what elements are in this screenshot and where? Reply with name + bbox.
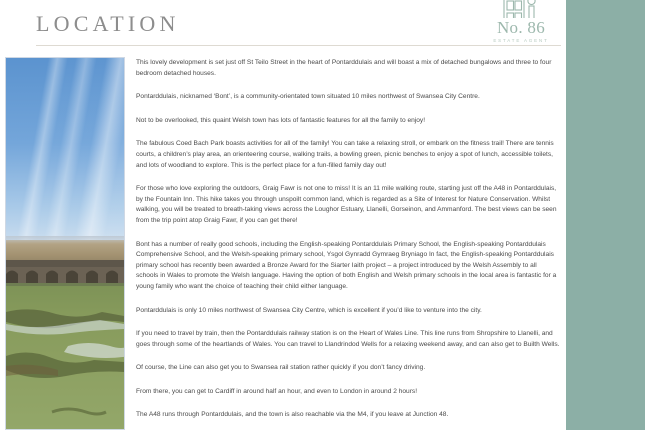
photo-grass-detail — [6, 286, 124, 429]
paragraph: Pontarddulais, nicknamed ‘Bont’, is a community-orientated town situated 10 miles northwest of Swansea City Centre. — [136, 93, 480, 101]
logo-name: No. 86 — [496, 18, 546, 37]
brand-logo — [481, 0, 561, 43]
logo-subtitle: ESTATE AGENT — [493, 38, 549, 43]
paragraph: Pontarddulais is only 10 miles northwest of Swansea City Centre, which is excellent if you’d like to venture into the city. — [136, 306, 482, 314]
location-body-copy — [136, 58, 560, 434]
paragraph: Of course, the Line can also get you to Swansea rail station rather quickly if you don’t fancy driving. — [136, 364, 426, 372]
paragraph: This lovely development is set just off St Teilo Street in the heart of Pontarddulais and will boast a mix of detached bungalows and three to four bedroom detached houses. — [136, 59, 552, 77]
paragraph: Not to be overlooked, this quaint Welsh town has lots of fantastic features for all the family to enjoy! — [136, 116, 426, 124]
building-window-icon — [481, 0, 561, 18]
paragraph: For those who love exploring the outdoors, Graig Fawr is not one to miss! It is an 11 mile walking route, starting just off the A48 in Pontarddulais, by the Fountain Inn. This hike takes you through unspoilt common land, which is regarded as a Site of Interest for Nature Conservation. Whilst walking, you will be treated to breath-taking views across the Loughor Estuary, Llanelli, Gorseinon, and Ammanford. The best views can be seen from the trip point atop Graig Fawr, if you can get there! — [136, 185, 557, 224]
header-divider — [36, 45, 561, 46]
paragraph: The fabulous Coed Bach Park boasts activities for all of the family! You can take a relaxing stroll, or embark on the fitness trail! There are tennis courts, a children’s play area, an orienteering course, walking trails, a bowling green, picnic benches to enjoy a spot of lunch, accessible toilets, and lots of woodland to explore. This is the perfect place for a fun-filled family day out! — [136, 140, 554, 169]
paragraph: Bont has a number of really good schools, including the English-speaking Pontarddulais Primary School, the English-speaking Pontarddulais Comprehensive School, and the Welsh-speaking primary school, Ysgol Gynradd Gymraeg Bryniago In fact, the English-speaking Pontarddulais primary school has recently been awarded a Bronze Award for the Siarter Iaith project – a project introduced by the Welsh Assembly to all schools in Wales to promote the Welsh language. Having the option of both English and Welsh primary schools in the local area is fantastic for a young family who want the choice of teaching their child either language. — [136, 240, 557, 290]
paragraph: If you need to travel by train, then the Pontarddulais railway station is on the Heart of Wales Line. This line runs from Shropshire to Llanelli, and goes through some of the heartlands of Wales. You can travel to Llandrindod Wells for a relaxing weekend away, and can also get to Builth Wells. — [136, 330, 560, 348]
location-photo — [5, 57, 125, 430]
paragraph: The A48 runs through Pontarddulais, and the town is also reachable via the M4, if you leave at Junction 48. — [136, 411, 449, 419]
photo-sky-region — [6, 58, 124, 248]
page-title: LOCATION — [36, 11, 180, 36]
paragraph: From there, you can get to Cardiff in around half an hour, and even to London in around 2 hours! — [136, 387, 418, 395]
photo-grass-region — [6, 286, 124, 429]
right-accent-panel — [566, 0, 645, 430]
